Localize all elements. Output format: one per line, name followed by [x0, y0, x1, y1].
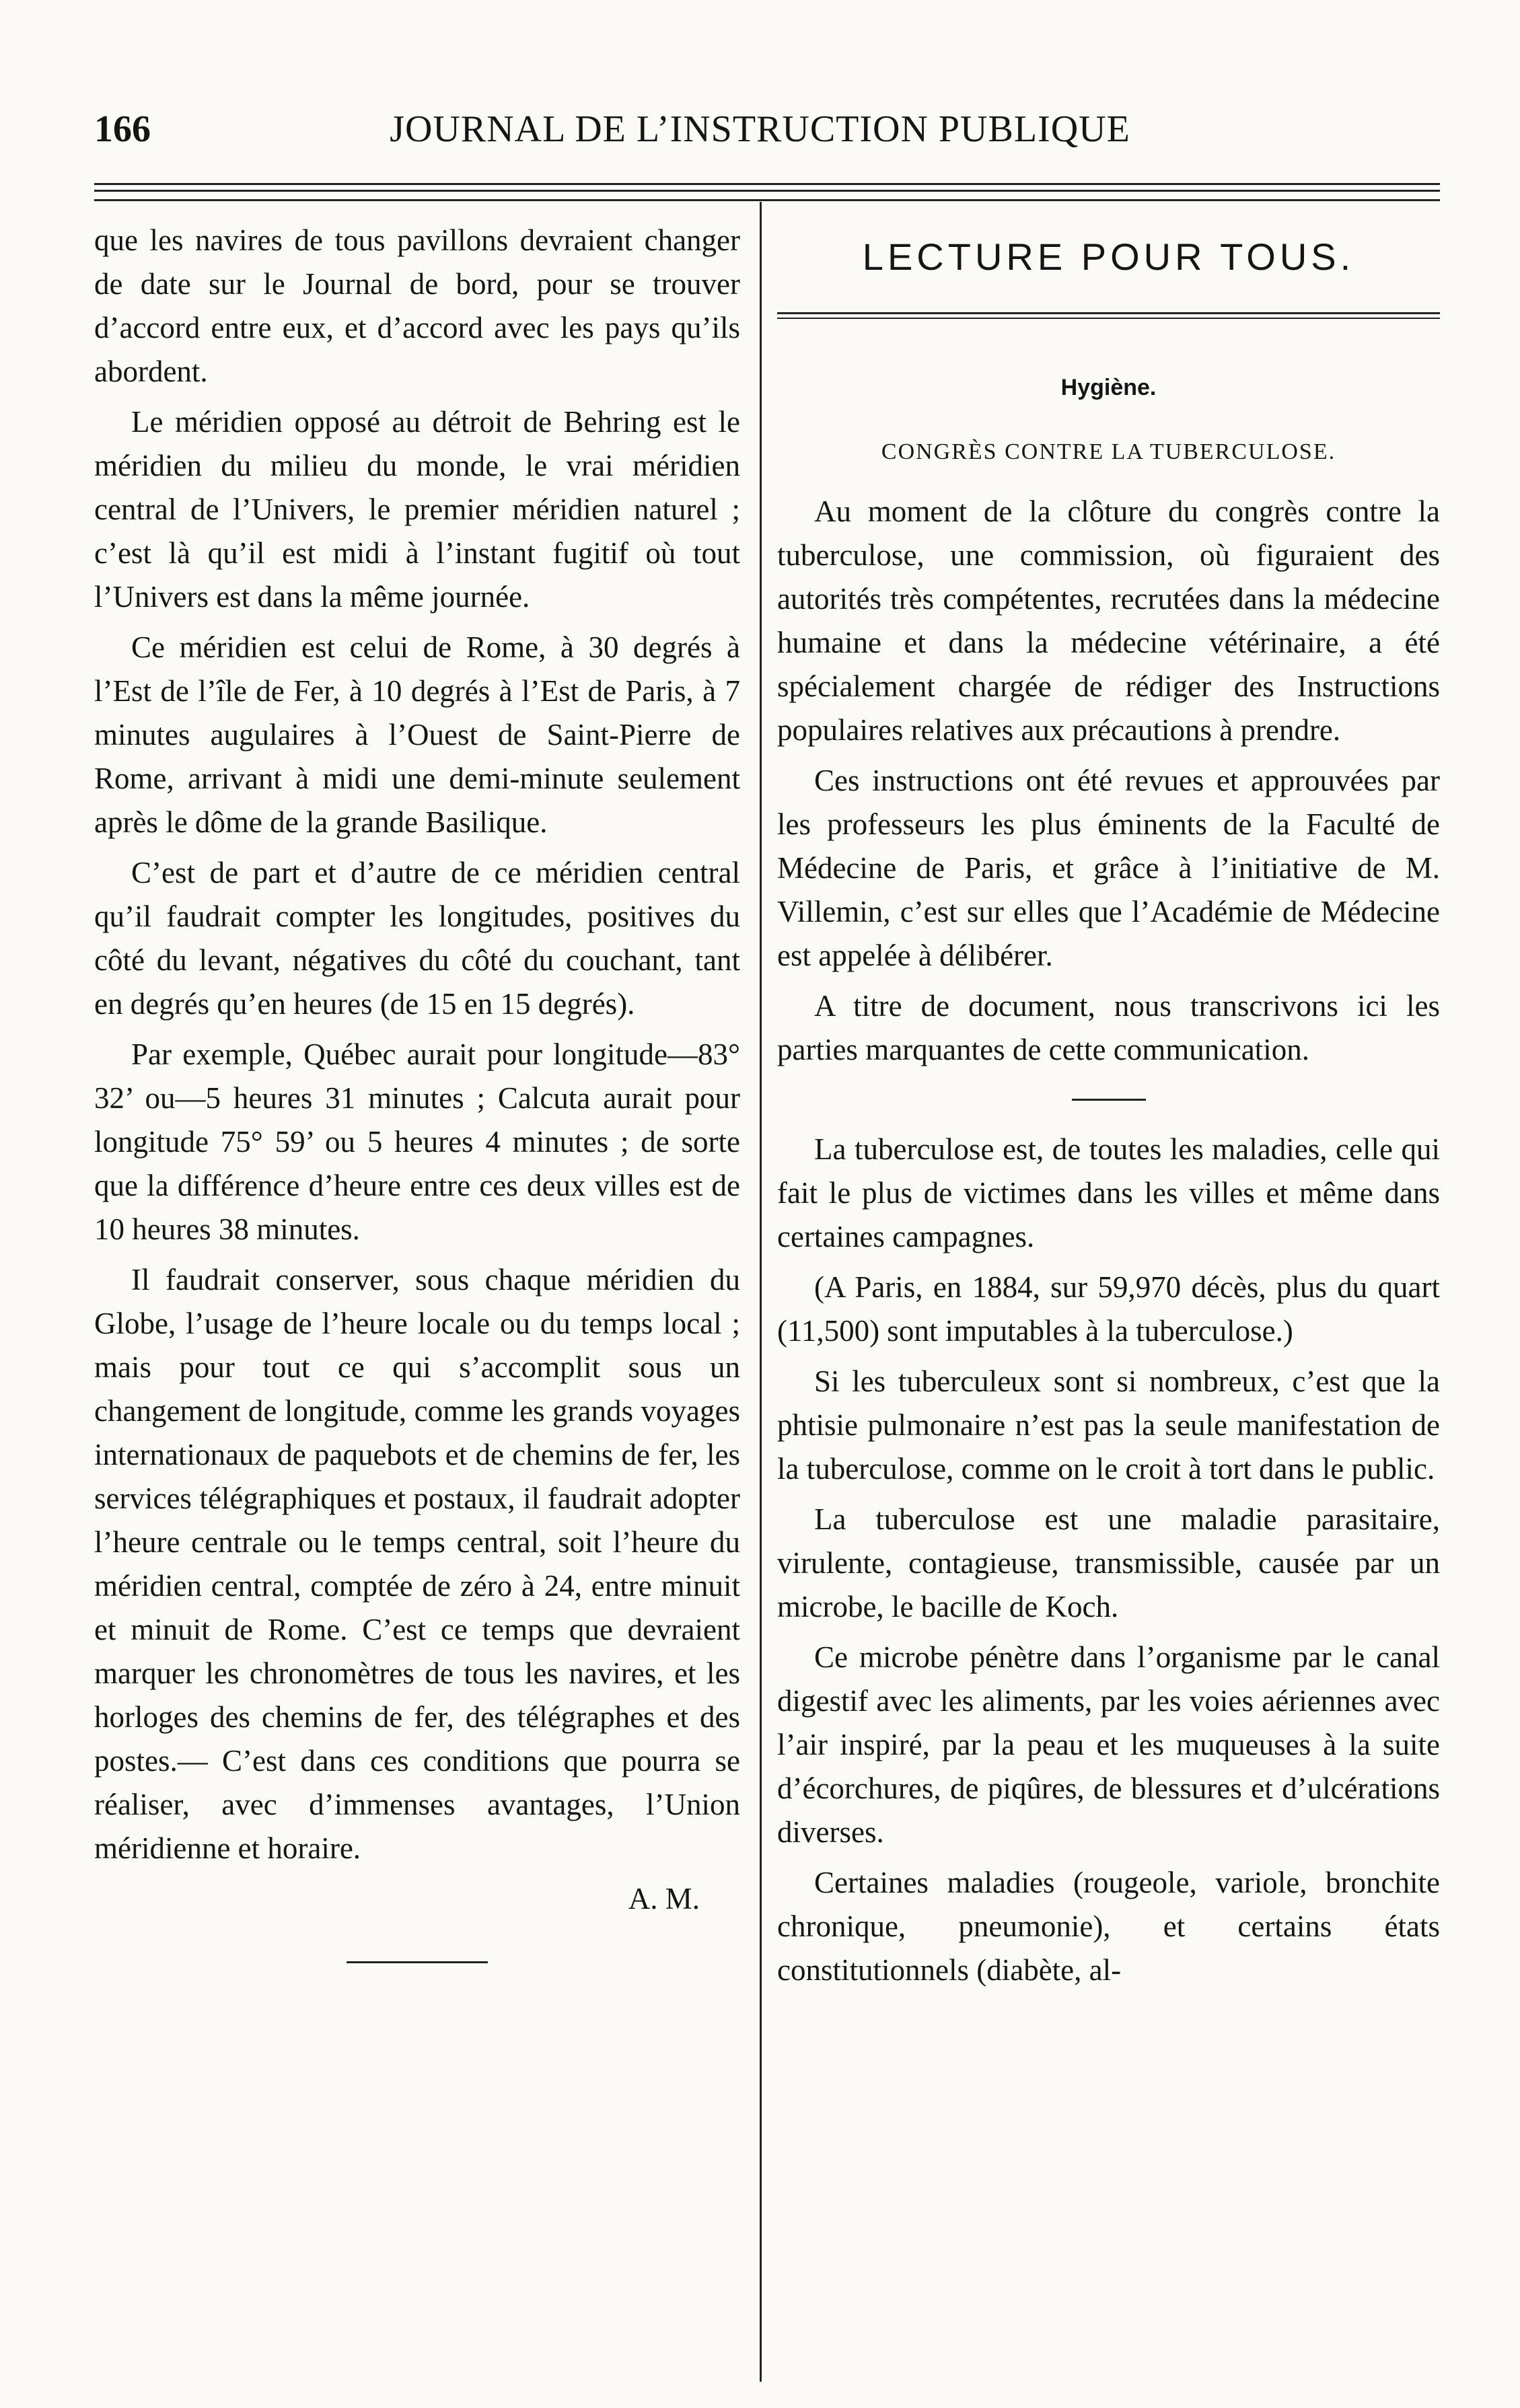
page-number: 166	[94, 108, 151, 150]
paragraph: Au moment de la clôture du congrès contre la tuberculose, une commission, où figuraient des autorités très compétentes, recrutées dans la médecine humaine et dans la médecine vétérinaire, a été spécialement chargée de rédiger des Instructions populaires relatives aux précautions à prendre.	[777, 495, 1440, 747]
section-title: LECTURE POUR TOUS.	[862, 235, 1355, 278]
column-divider	[760, 202, 762, 2382]
subheading: Hygiène.	[1060, 375, 1157, 400]
signature: A. M.	[628, 1882, 700, 1916]
paragraph: (A Paris, en 1884, sur 59,970 décès, plus du quart (11,500) sont imputables à la tuberculose.)	[777, 1270, 1440, 1348]
header-rule-bottom	[94, 190, 1440, 192]
separator-rule	[1072, 1099, 1146, 1101]
section-rule	[777, 312, 1440, 319]
article-title: CONGRÈS CONTRE LA TUBERCULOSE.	[881, 439, 1336, 464]
paragraph: que les navires de tous pavillons devraient changer de date sur le Journal de bord, pour se trouver d’accord entre eux, et d’accord avec les pays qu’ils abordent.	[94, 223, 740, 388]
paragraph: Ce méridien est celui de Rome, à 30 degrés à l’Est de l’île de Fer, à 10 degrés à l’Est de Paris, à 7 minutes augulaires à l’Ouest de Saint-Pierre de Rome, arrivant à midi une demi-minute seulement après le dôme de la grande Basilique.	[94, 630, 740, 839]
end-rule	[347, 1961, 488, 1963]
paragraph: La tuberculose est une maladie parasitaire, virulente, contagieuse, transmissible, causée par un microbe, le bacille de Koch.	[777, 1502, 1440, 1623]
right-column	[777, 219, 1440, 1999]
header-rule-top	[94, 183, 1440, 185]
paragraph: Le méridien opposé au détroit de Behring est le méridien du milieu du monde, le vrai méridien central de l’Univers, le premier méridien naturel ; c’est là qu’il est midi à l’instant fugitif où tout l’Univers est dans la même journée.	[94, 405, 740, 614]
paragraph: Certaines maladies (rougeole, variole, bronchite chronique, pneumonie), et certains états constitutionnels (diabète, al-	[777, 1866, 1440, 1987]
paragraph: Ce microbe pénètre dans l’organisme par le canal digestif avec les aliments, par les voies aériennes avec l’air inspiré, par la peau et les muqueuses à la suite d’écorchures, de piqûres, de blessures et d’ulcérations diverses.	[777, 1640, 1440, 1849]
paragraph: A titre de document, nous transcrivons ici les parties marquantes de cette communication.	[777, 989, 1440, 1066]
running-title: JOURNAL DE L’INSTRUCTION PUBLIQUE	[390, 108, 1130, 150]
header-rule-extra	[94, 199, 1440, 201]
paragraph: C’est de part et d’autre de ce méridien central qu’il faudrait compter les longitudes, positives du côté du levant, négatives du côté du couchant, tant en degrés qu’en heures (de 15 en 15 degrés).	[94, 856, 740, 1021]
paragraph: La tuberculose est, de toutes les maladies, celle qui fait le plus de victimes dans les villes et même dans certaines campagnes.	[777, 1132, 1440, 1253]
paragraph: Il faudrait conserver, sous chaque méridien du Globe, l’usage de l’heure locale ou du temps local ; mais pour tout ce qui s’accomplit sous un changement de longitude, comme les grands voyages internationaux de paquebots et de chemins de fer, les services télégraphiques et postaux, il faudrait adopter l’heure centrale ou le temps central, soit l’heure du méridien central, comptée de zéro à 24, entre minuit et minuit de Rome. C’est ce temps que devraient marquer les chronomètres de tous les navires, et les horloges des chemins de fer, des télégraphes et des postes.— C’est dans ces conditions que pourra se réaliser, avec d’immenses avantages, l’Union méridienne et horaire.	[94, 1263, 740, 1865]
paragraph: Ces instructions ont été revues et approuvées par les professeurs les plus éminents de la Faculté de Médecine de Paris, et grâce à l’initiative de M. Villemin, c’est sur elles que l’Académie de Médecine est appelée à délibérer.	[777, 764, 1440, 972]
left-column	[94, 219, 740, 1963]
paragraph: Par exemple, Québec aurait pour longitude—83° 32’ ou—5 heures 31 minutes ; Calcuta aurait pour longitude 75° 59’ ou 5 heures 4 minutes ; de sorte que la différence d’heure entre ces deux villes est de 10 heures 38 minutes.	[94, 1037, 740, 1246]
paragraph: Si les tuberculeux sont si nombreux, c’est que la phtisie pulmonaire n’est pas la seule manifestation de la tuberculose, comme on le croit à tort dans le public.	[777, 1364, 1440, 1486]
